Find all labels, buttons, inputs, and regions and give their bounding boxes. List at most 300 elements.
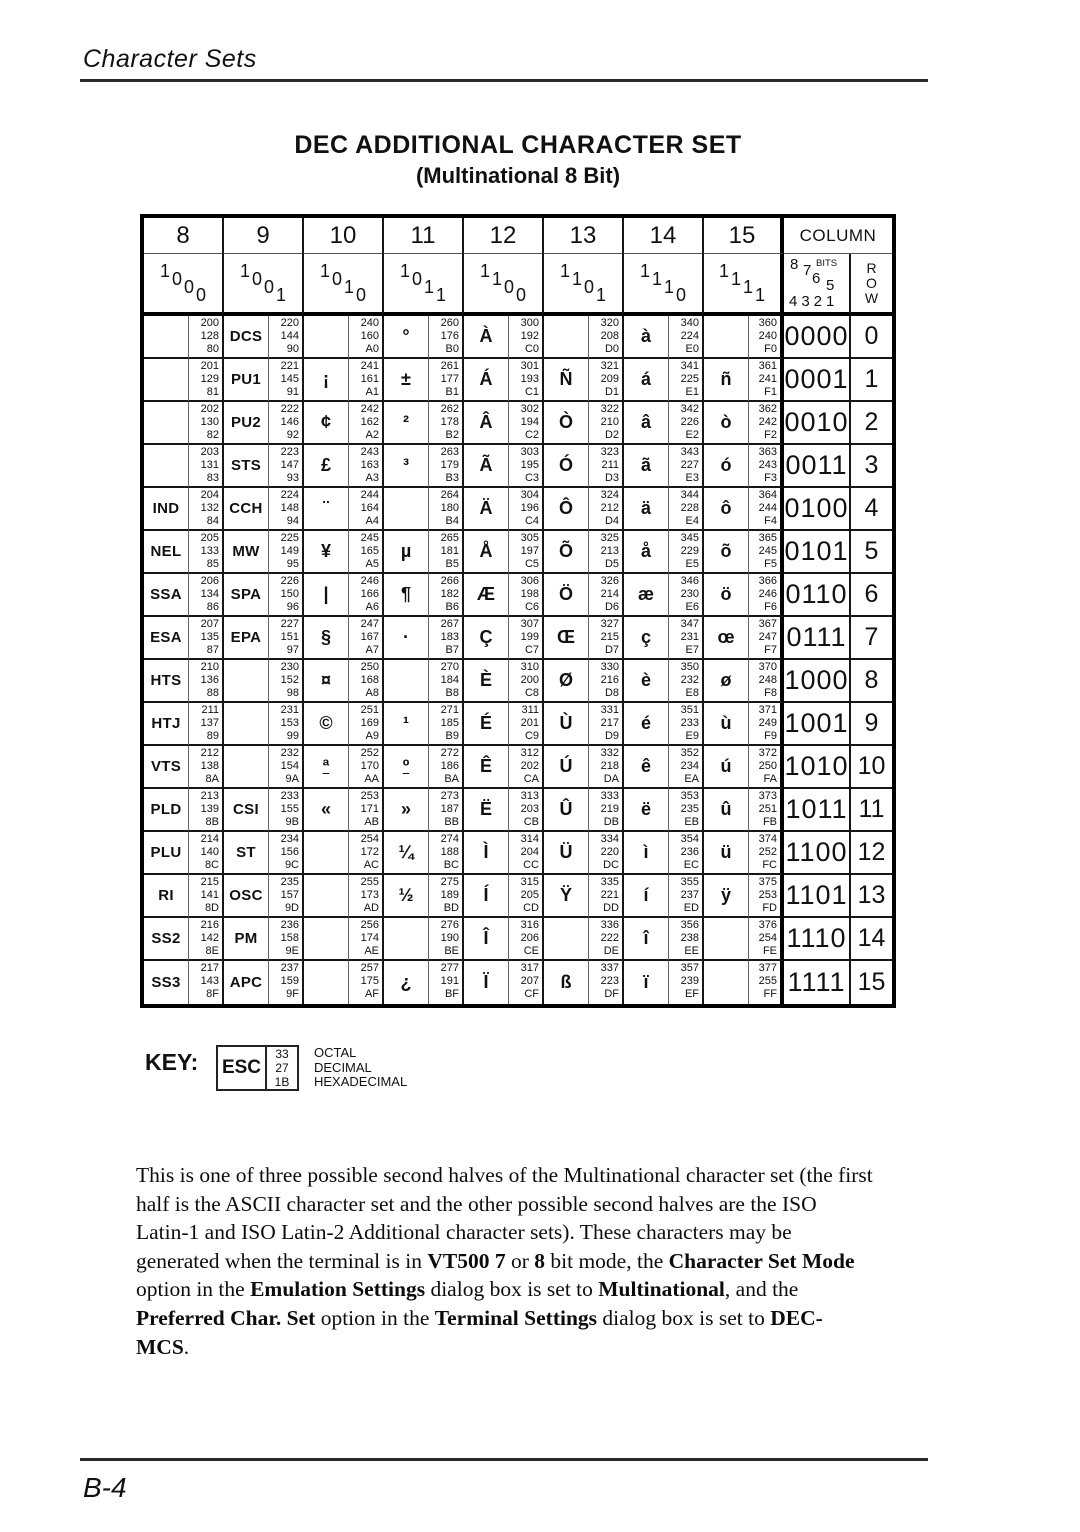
cell-decimal: 153 <box>280 717 299 729</box>
cell-octal: 201 <box>200 360 219 372</box>
cell-glyph <box>464 445 509 488</box>
cell-decimal: 248 <box>758 674 777 686</box>
cell-glyph <box>464 832 509 875</box>
cell-decimal: 138 <box>200 760 219 772</box>
cell-hex: F1 <box>764 386 777 398</box>
cell-glyph <box>144 402 189 445</box>
cell-hex: 9D <box>284 902 299 914</box>
cell-hex: 99 <box>286 730 299 742</box>
cell-codes <box>189 359 224 402</box>
cell-decimal: 155 <box>280 803 299 815</box>
cell-codes <box>669 961 704 1004</box>
cell-hex: 85 <box>206 558 219 570</box>
bit-digit: 1 <box>755 284 766 305</box>
character-glyph: À <box>479 326 493 346</box>
cell-codes <box>349 617 384 660</box>
cell-hex: C1 <box>524 386 539 398</box>
cell-octal: 223 <box>280 446 299 458</box>
cell-octal: 202 <box>200 403 219 415</box>
running-head: Character Sets <box>83 45 257 73</box>
cell-octal: 335 <box>600 876 619 888</box>
cell-decimal: 169 <box>360 717 379 729</box>
cell-decimal: 185 <box>440 717 459 729</box>
cell-codes <box>509 703 544 746</box>
cell-decimal: 207 <box>520 975 539 987</box>
row-binary: 1000 <box>784 660 851 703</box>
character-glyph: ¥ <box>320 541 331 561</box>
cell-decimal: 130 <box>200 416 219 428</box>
cell-hex: B5 <box>445 558 459 570</box>
cell-octal: 210 <box>200 661 219 673</box>
key-hex-label: HEXADECIMAL <box>314 1074 408 1090</box>
character-glyph: ë <box>640 799 651 819</box>
control-mnemonic: CSI <box>233 801 259 818</box>
cell-hex: 8B <box>205 816 219 828</box>
cell-octal: 365 <box>758 532 777 544</box>
control-mnemonic: RI <box>158 887 174 904</box>
character-glyph: Ô <box>558 498 573 518</box>
cell-decimal: 190 <box>440 932 459 944</box>
character-glyph: ¿ <box>400 972 412 992</box>
cell-hex: D2 <box>604 429 619 441</box>
cell-decimal: 170 <box>360 760 379 772</box>
cell-codes <box>589 961 624 1004</box>
row-binary: 0101 <box>784 531 851 574</box>
cell-hex: B1 <box>445 386 459 398</box>
character-glyph: ± <box>401 369 411 389</box>
bit-digit: 1 <box>276 284 287 305</box>
cell-codes <box>429 617 464 660</box>
cell-codes <box>269 574 304 617</box>
cell-decimal: 189 <box>440 889 459 901</box>
cell-glyph <box>224 617 269 660</box>
character-glyph: ó <box>720 455 732 475</box>
cell-hex: 91 <box>286 386 299 398</box>
character-glyph: | <box>323 584 329 604</box>
cell-glyph <box>704 789 749 832</box>
cell-codes <box>189 746 224 789</box>
cell-octal: 266 <box>440 575 459 587</box>
bit-digit: 1 <box>491 268 502 289</box>
cell-codes <box>269 359 304 402</box>
bit-digit: 1 <box>651 268 662 289</box>
cell-decimal: 135 <box>200 631 219 643</box>
cell-codes <box>589 488 624 531</box>
cell-codes <box>429 746 464 789</box>
cell-hex: BE <box>444 945 459 957</box>
cell-glyph <box>464 961 509 1004</box>
text-segment: MCS <box>136 1334 184 1359</box>
character-glyph: Ì <box>483 842 489 862</box>
text-segment: bit mode, the <box>545 1248 669 1273</box>
cell-decimal: 196 <box>520 502 539 514</box>
character-glyph: î <box>643 928 649 948</box>
cell-hex: C0 <box>524 343 539 355</box>
cell-decimal: 204 <box>520 846 539 858</box>
cell-codes <box>189 488 224 531</box>
cell-octal: 302 <box>520 403 539 415</box>
cell-octal: 340 <box>680 317 699 329</box>
cell-decimal: 225 <box>680 373 699 385</box>
cell-octal: 232 <box>280 747 299 759</box>
cell-hex: A5 <box>365 558 379 570</box>
control-mnemonic: STS <box>230 457 262 474</box>
cell-glyph <box>304 832 349 875</box>
character-glyph: é <box>640 713 651 733</box>
cell-octal: 226 <box>280 575 299 587</box>
cell-hex: B0 <box>445 343 459 355</box>
cell-octal: 367 <box>758 618 777 630</box>
cell-glyph <box>544 359 589 402</box>
cell-hex: AC <box>363 859 379 871</box>
cell-octal: 333 <box>600 790 619 802</box>
character-glyph: Í <box>483 885 489 905</box>
cell-glyph <box>704 617 749 660</box>
cell-hex: 97 <box>286 644 299 656</box>
character-glyph: í <box>643 885 649 905</box>
cell-hex: DA <box>603 773 619 785</box>
cell-hex: D7 <box>604 644 619 656</box>
cell-codes <box>589 445 624 488</box>
cell-glyph <box>224 918 269 961</box>
control-mnemonic: DCS <box>229 328 263 345</box>
character-glyph: £ <box>320 455 331 475</box>
row-number: 5 <box>851 531 892 574</box>
row-number: 3 <box>851 445 892 488</box>
cell-hex: DD <box>603 902 619 914</box>
cell-decimal: 148 <box>280 502 299 514</box>
bits-corner-text: 5 <box>826 277 835 294</box>
row-binary: 0011 <box>784 445 851 488</box>
cell-decimal: 144 <box>280 330 299 342</box>
cell-hex: E3 <box>685 472 699 484</box>
character-glyph: Õ <box>558 541 573 561</box>
bit-digit: 1 <box>239 260 250 281</box>
cell-octal: 206 <box>200 575 219 587</box>
cell-octal: 346 <box>680 575 699 587</box>
cell-octal: 301 <box>520 360 539 372</box>
cell-glyph <box>704 875 749 918</box>
cell-glyph <box>544 531 589 574</box>
cell-glyph <box>144 961 189 1004</box>
cell-hex: C2 <box>524 429 539 441</box>
cell-glyph <box>224 746 269 789</box>
cell-codes <box>349 445 384 488</box>
cell-octal: 337 <box>600 962 619 974</box>
cell-hex: 9F <box>286 988 299 1000</box>
cell-codes <box>749 703 784 746</box>
cell-decimal: 167 <box>360 631 379 643</box>
cell-codes <box>269 875 304 918</box>
bit-digit: 0 <box>504 276 515 297</box>
character-glyph: õ <box>720 541 732 561</box>
cell-octal: 321 <box>600 360 619 372</box>
cell-octal: 237 <box>280 962 299 974</box>
cell-octal: 322 <box>600 403 619 415</box>
cell-glyph <box>384 531 429 574</box>
cell-octal: 212 <box>200 747 219 759</box>
character-glyph: Ê <box>479 756 492 776</box>
cell-glyph <box>384 660 429 703</box>
bit-digit: 1 <box>159 260 170 281</box>
cell-octal: 370 <box>758 661 777 673</box>
character-glyph: è <box>640 670 651 690</box>
header-rule <box>80 79 928 82</box>
cell-codes <box>509 746 544 789</box>
character-glyph: ¹ <box>403 713 409 733</box>
cell-codes <box>269 402 304 445</box>
cell-glyph <box>384 961 429 1004</box>
cell-codes <box>509 359 544 402</box>
cell-octal: 331 <box>600 704 619 716</box>
cell-hex: D8 <box>604 687 619 699</box>
cell-glyph <box>464 574 509 617</box>
cell-decimal: 244 <box>758 502 777 514</box>
row-number: 6 <box>851 574 892 617</box>
cell-hex: EB <box>684 816 699 828</box>
cell-hex: D3 <box>604 472 619 484</box>
character-glyph: Ã <box>479 455 493 475</box>
text-segment: Preferred Char. Set <box>136 1305 316 1330</box>
bits-corner-text: 6 <box>812 270 821 287</box>
character-glyph: œ <box>717 627 735 647</box>
cell-decimal: 132 <box>200 502 219 514</box>
control-mnemonic: HTS <box>150 672 182 689</box>
character-glyph: á <box>640 369 651 389</box>
row-number: 12 <box>851 832 892 875</box>
cell-codes <box>189 832 224 875</box>
cell-hex: A0 <box>365 343 379 355</box>
cell-hex: 9B <box>285 816 299 828</box>
cell-decimal: 149 <box>280 545 299 557</box>
bit-digit: 0 <box>584 276 595 297</box>
cell-octal: 375 <box>758 876 777 888</box>
row-binary: 1010 <box>784 746 851 789</box>
cell-decimal: 243 <box>758 459 777 471</box>
cell-codes <box>749 832 784 875</box>
cell-decimal: 142 <box>200 932 219 944</box>
cell-glyph <box>704 961 749 1004</box>
character-glyph: Ú <box>559 756 573 776</box>
cell-decimal: 158 <box>280 932 299 944</box>
cell-decimal: 134 <box>200 588 219 600</box>
cell-decimal: 143 <box>200 975 219 987</box>
cell-octal: 332 <box>600 747 619 759</box>
character-glyph: º <box>402 756 410 776</box>
cell-glyph <box>304 789 349 832</box>
cell-octal: 307 <box>520 618 539 630</box>
bit-digit: 0 <box>411 268 422 289</box>
cell-hex: CD <box>523 902 539 914</box>
character-glyph: ú <box>720 756 732 776</box>
control-mnemonic: PLU <box>150 844 182 861</box>
cell-octal: 250 <box>360 661 379 673</box>
cell-decimal: 250 <box>758 760 777 772</box>
cell-glyph <box>304 918 349 961</box>
row-binary: 1011 <box>784 789 851 832</box>
cell-codes <box>429 961 464 1004</box>
cell-glyph <box>544 832 589 875</box>
row-number: 13 <box>851 875 892 918</box>
character-glyph: È <box>479 670 492 690</box>
cell-octal: 374 <box>758 833 777 845</box>
bit-digit: 0 <box>331 268 342 289</box>
cell-octal: 252 <box>360 747 379 759</box>
cell-decimal: 252 <box>758 846 777 858</box>
cell-hex: D6 <box>604 601 619 613</box>
cell-glyph <box>464 531 509 574</box>
row-binary: 0100 <box>784 488 851 531</box>
cell-decimal: 209 <box>600 373 619 385</box>
cell-decimal: 198 <box>520 588 539 600</box>
cell-codes <box>429 660 464 703</box>
cell-glyph <box>544 316 589 359</box>
row-binary: 0001 <box>784 359 851 402</box>
cell-hex: F9 <box>764 730 777 742</box>
cell-glyph <box>384 832 429 875</box>
bit-digit: 1 <box>743 276 754 297</box>
cell-codes <box>749 789 784 832</box>
row-binary: 0111 <box>784 617 851 660</box>
cell-decimal: 200 <box>520 674 539 686</box>
cell-codes <box>509 402 544 445</box>
cell-octal: 275 <box>440 876 459 888</box>
cell-decimal: 180 <box>440 502 459 514</box>
cell-glyph <box>224 789 269 832</box>
cell-octal: 310 <box>520 661 539 673</box>
cell-hex: F2 <box>764 429 777 441</box>
cell-decimal: 166 <box>360 588 379 600</box>
cell-octal: 216 <box>200 919 219 931</box>
cell-hex: 96 <box>286 601 299 613</box>
cell-decimal: 162 <box>360 416 379 428</box>
cell-codes <box>749 617 784 660</box>
cell-hex: 83 <box>206 472 219 484</box>
cell-codes <box>189 531 224 574</box>
cell-codes <box>749 574 784 617</box>
control-mnemonic: HTJ <box>151 715 181 732</box>
cell-hex: 8A <box>205 773 219 785</box>
cell-codes <box>589 316 624 359</box>
cell-hex: 9E <box>285 945 299 957</box>
cell-hex: C7 <box>524 644 539 656</box>
character-glyph: ¼ <box>398 842 414 862</box>
character-glyph: â <box>640 412 651 432</box>
cell-octal: 305 <box>520 532 539 544</box>
character-glyph: ¶ <box>400 584 411 604</box>
cell-hex: A8 <box>365 687 379 699</box>
cell-decimal: 173 <box>360 889 379 901</box>
cell-glyph <box>144 875 189 918</box>
cell-codes <box>749 445 784 488</box>
row-number: 14 <box>851 918 892 961</box>
character-glyph: § <box>320 627 331 647</box>
cell-glyph <box>224 832 269 875</box>
row-number: 0 <box>851 316 892 359</box>
cell-codes <box>429 875 464 918</box>
cell-octal: 233 <box>280 790 299 802</box>
cell-decimal: 179 <box>440 459 459 471</box>
cell-decimal: 184 <box>440 674 459 686</box>
character-glyph: Â <box>479 412 493 432</box>
cell-octal: 362 <box>758 403 777 415</box>
cell-decimal: 176 <box>440 330 459 342</box>
cell-decimal: 236 <box>680 846 699 858</box>
cell-decimal: 133 <box>200 545 219 557</box>
cell-hex: 84 <box>206 515 219 527</box>
character-glyph: ÿ <box>720 885 731 905</box>
cell-decimal: 210 <box>600 416 619 428</box>
cell-octal: 350 <box>680 661 699 673</box>
cell-octal: 213 <box>200 790 219 802</box>
cell-octal: 357 <box>680 962 699 974</box>
cell-hex: 80 <box>206 343 219 355</box>
character-glyph: Ñ <box>559 369 573 389</box>
cell-glyph <box>704 316 749 359</box>
cell-codes <box>669 617 704 660</box>
cell-glyph <box>224 660 269 703</box>
bits-corner-text: 7 <box>803 262 812 279</box>
cell-hex: B7 <box>445 644 459 656</box>
cell-decimal: 229 <box>680 545 699 557</box>
cell-hex: FE <box>762 945 777 957</box>
cell-decimal: 233 <box>680 717 699 729</box>
cell-codes <box>269 660 304 703</box>
column-bits-header <box>624 254 704 316</box>
cell-glyph <box>704 703 749 746</box>
cell-decimal: 159 <box>280 975 299 987</box>
cell-decimal: 145 <box>280 373 299 385</box>
cell-codes <box>749 918 784 961</box>
cell-octal: 330 <box>600 661 619 673</box>
cell-octal: 205 <box>200 532 219 544</box>
cell-codes <box>269 703 304 746</box>
cell-decimal: 172 <box>360 846 379 858</box>
cell-codes <box>429 832 464 875</box>
character-glyph: ß <box>560 972 572 992</box>
cell-octal: 221 <box>280 360 299 372</box>
cell-glyph <box>224 445 269 488</box>
cell-decimal: 217 <box>600 717 619 729</box>
cell-octal: 247 <box>360 618 379 630</box>
cell-codes <box>349 746 384 789</box>
cell-codes <box>589 789 624 832</box>
cell-octal: 217 <box>200 962 219 974</box>
cell-octal: 211 <box>201 704 219 716</box>
bit-digit: 0 <box>264 276 275 297</box>
cell-decimal: 218 <box>600 760 619 772</box>
cell-hex: B2 <box>445 429 459 441</box>
key-esc-box: ESC <box>216 1045 267 1091</box>
cell-decimal: 254 <box>758 932 777 944</box>
charset-table <box>140 214 896 1008</box>
row-binary: 0000 <box>784 316 851 359</box>
cell-hex: FC <box>762 859 777 871</box>
cell-octal: 372 <box>758 747 777 759</box>
cell-codes <box>669 918 704 961</box>
cell-hex: DE <box>603 945 619 957</box>
cell-glyph <box>704 660 749 703</box>
cell-glyph <box>304 402 349 445</box>
control-mnemonic: CCH <box>229 500 263 517</box>
cell-octal: 363 <box>758 446 777 458</box>
cell-decimal: 187 <box>440 803 459 815</box>
cell-decimal: 223 <box>600 975 619 987</box>
cell-glyph <box>144 789 189 832</box>
cell-decimal: 238 <box>680 932 699 944</box>
cell-hex: FA <box>763 773 777 785</box>
cell-glyph <box>624 617 669 660</box>
